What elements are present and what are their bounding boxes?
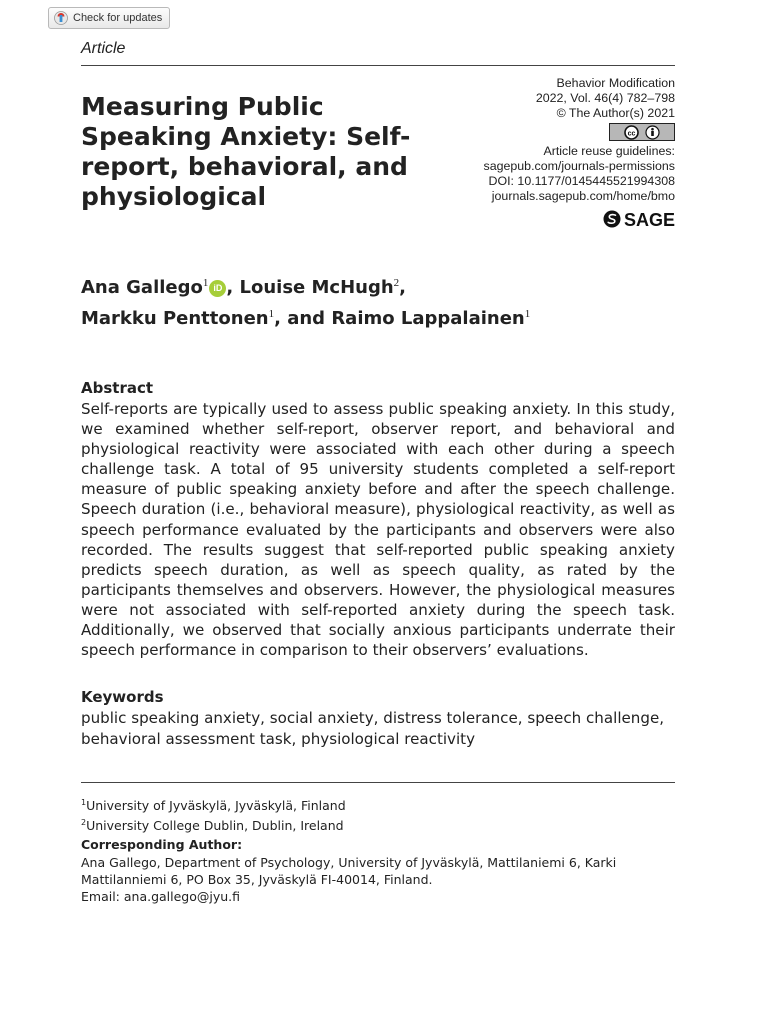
cc-icon: [624, 125, 639, 140]
abstract-text: Self-reports are typically used to assess public speaking anxiety. In this study, we examined whether self-report, observer report, and behavioral and physiological reactivity were associated with each other during a speech challenge task. A total of 95 university students completed a self-report measure of public speaking anxiety before and after the speech challenge. Speech duration (i.e., behavioral measure), physiological reactivity, as well as speech performance evaluated by the participants and observers were also recorded. The results suggest that self-reported public speaking anxiety predicts speech duration, as well as speech quality, as rated by the participants themselves and observers. However, the physiological measures were not associated with self-reported anxiety during the speech task. Additionally, we observed that socially anxious participants underrate their speech performance in comparison to their observers’ evaluations.: [81, 400, 675, 660]
check-for-updates-button[interactable]: [48, 7, 170, 29]
author-name: Ana Gallego: [81, 277, 203, 298]
svg-text:cc: cc: [627, 129, 636, 137]
author-affiliation-mark: 1: [268, 308, 275, 320]
journal-homepage-link[interactable]: journals.sagepub.com/home/bmo: [491, 189, 675, 203]
article-title: Measuring Public Speaking Anxiety: Self-report, behavioral, and physiological: [81, 92, 411, 211]
permissions-link[interactable]: sagepub.com/journals-permissions: [483, 159, 675, 173]
journal-volume: 2022, Vol. 46(4) 782–798: [535, 91, 675, 105]
copyright-line: © The Author(s) 2021: [556, 106, 675, 120]
article-type-label: Article: [81, 40, 126, 57]
journal-info-block: [484, 76, 675, 232]
abstract-heading: Abstract: [81, 379, 154, 397]
journal-name: Behavior Modification: [556, 76, 675, 90]
keywords-heading: Keywords: [81, 688, 164, 706]
affiliations: [81, 794, 346, 834]
sage-swirl-icon: [603, 210, 621, 230]
corresponding-author-label: Corresponding Author:: [81, 837, 243, 852]
affiliation-item: $^1$University of Jyväskylä, Jyväskylä, Finland: [81, 798, 346, 814]
doi-line[interactable]: DOI: 10.1177/0145445521994308: [488, 174, 675, 188]
author-name: Louise McHugh: [239, 277, 394, 298]
keywords-line: public speaking anxiety, social anxiety, distress tolerance, speech challenge,: [81, 709, 665, 727]
corresponding-address-line: Ana Gallego, Department of Psychology, University of Jyväskylä, Mattilaniemi 6, Karki: [81, 855, 617, 870]
footnote-divider: [81, 782, 675, 783]
author-affiliation-mark: 2: [393, 277, 400, 289]
sage-logo: [603, 210, 675, 230]
author-affiliation-mark: 1: [202, 277, 209, 289]
author-name: Raimo Lappalainen: [331, 308, 525, 329]
author-name: Markku Penttonen: [81, 308, 269, 329]
author-affiliation-mark: 1: [524, 308, 531, 320]
attribution-icon: [645, 125, 660, 140]
corresponding-email[interactable]: Email: ana.gallego@jyu.fi: [81, 889, 241, 904]
publisher-name: SAGE: [623, 209, 675, 230]
keywords-line: behavioral assessment task, physiological reactivity: [81, 729, 476, 748]
cc-license-badge[interactable]: [609, 123, 675, 141]
crossmark-icon: [54, 11, 68, 25]
affiliation-item: $^2$University College Dublin, Dublin, Ireland: [81, 818, 344, 834]
check-for-updates-label: Check for updates: [73, 12, 163, 24]
keywords-text: [81, 708, 681, 749]
corresponding-author-details: [81, 854, 661, 905]
orcid-icon[interactable]: iD: [209, 280, 226, 297]
reuse-guidelines-label: Article reuse guidelines:: [543, 144, 675, 158]
corresponding-address-line: Mattilanniemi 6, PO Box 35, Jyväskylä FI-40014, Finland.: [81, 872, 433, 887]
author-list: Ana Gallego$^1$ iD , Louise McHugh$^2$, Markku Penttonen$^1$, and Raimo Lappalainen$^1$: [81, 277, 531, 329]
header-divider: [81, 65, 675, 66]
